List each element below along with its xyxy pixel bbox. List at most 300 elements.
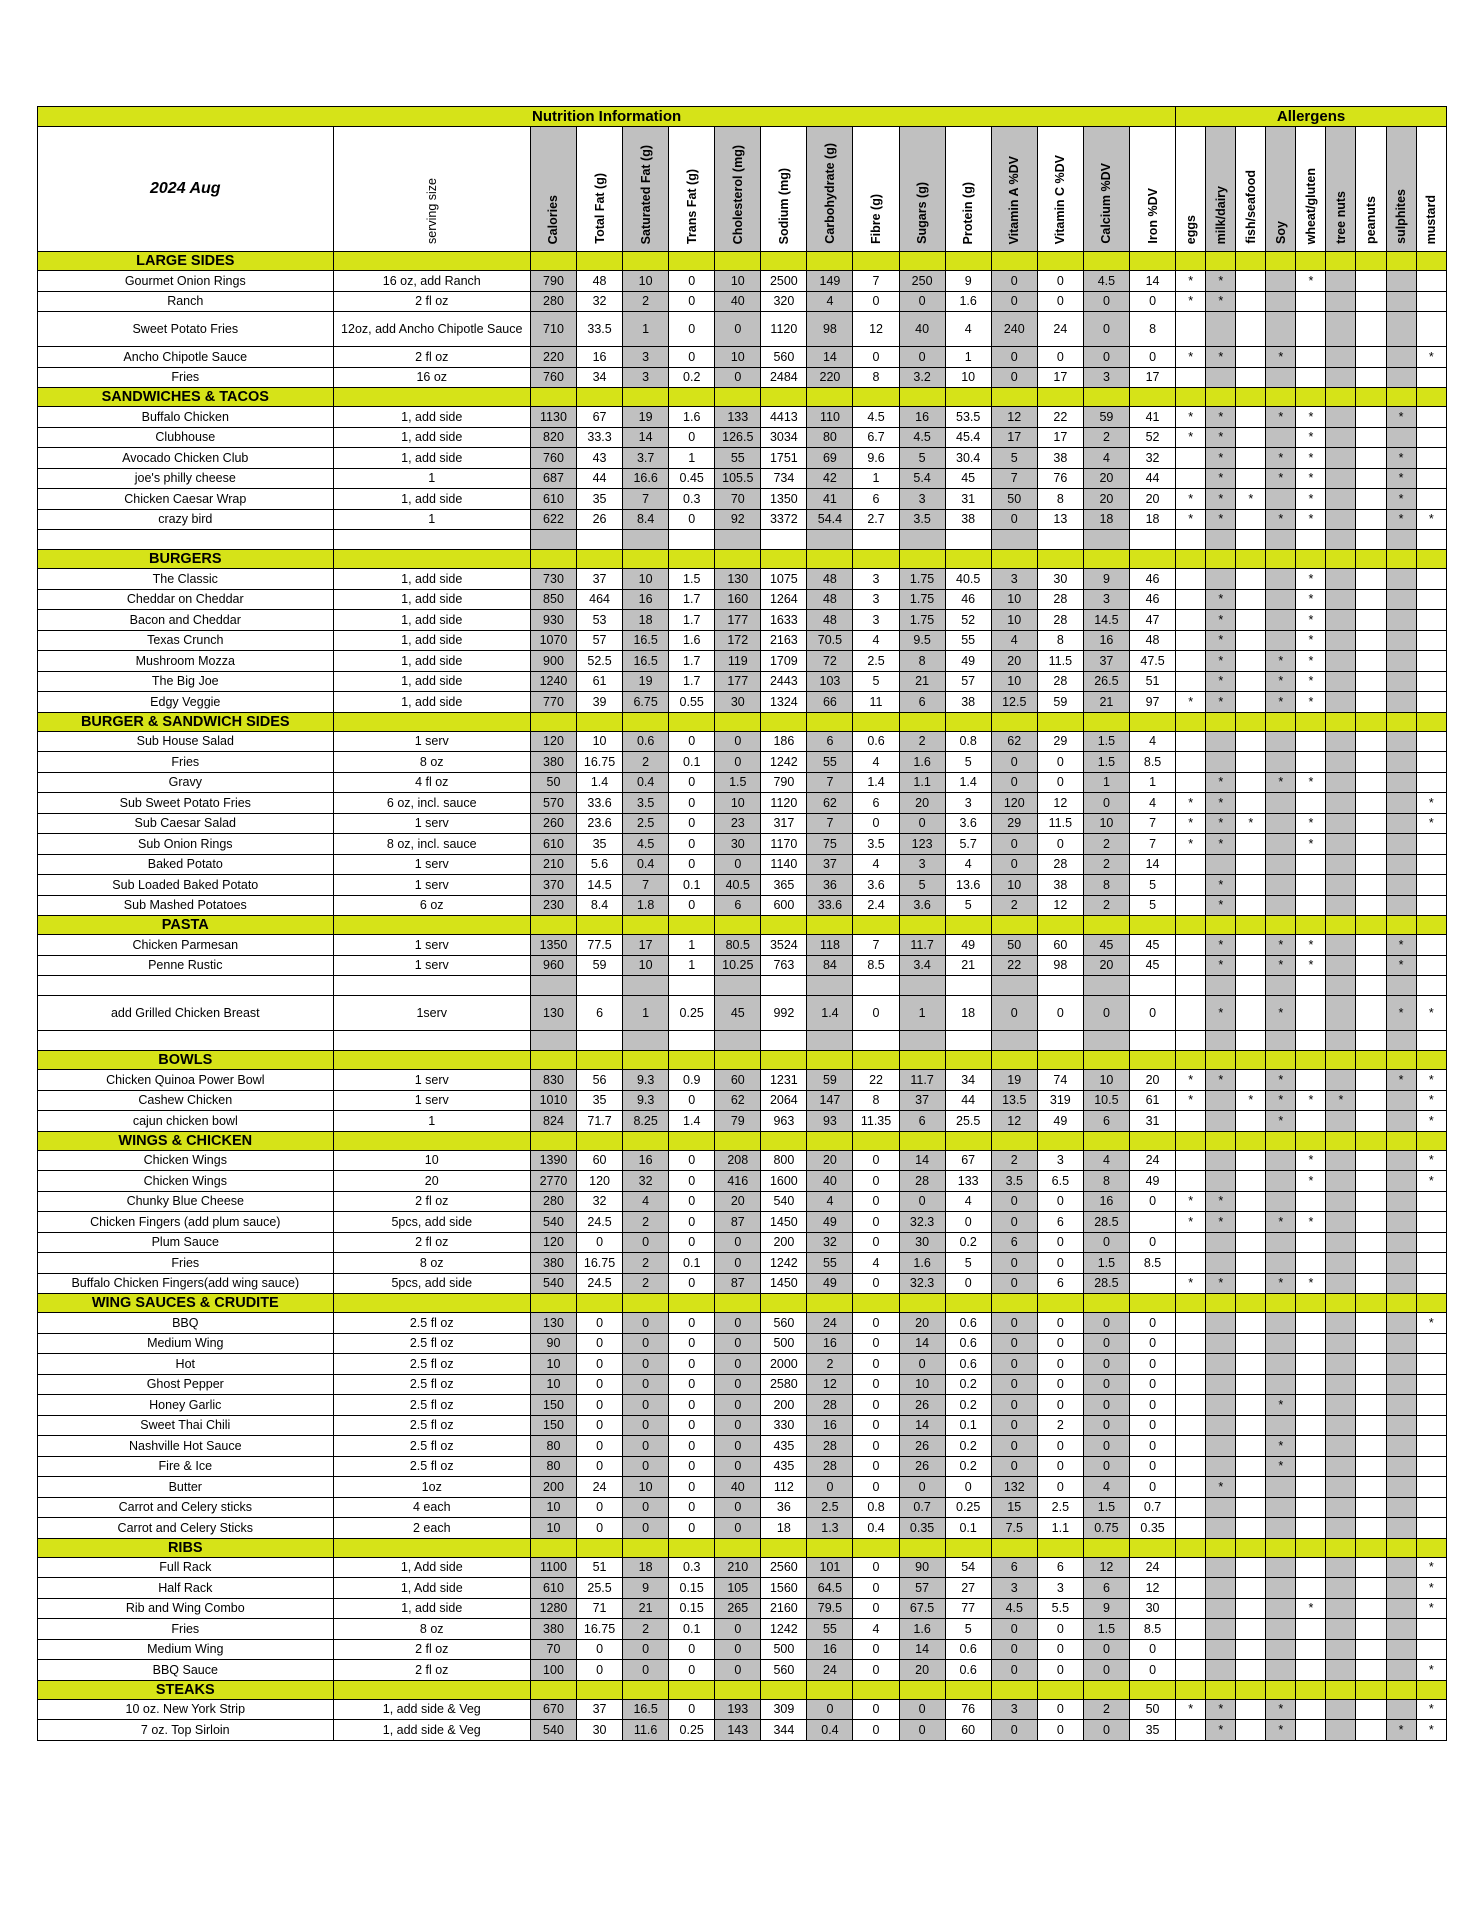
nutrient-value: 52 bbox=[945, 610, 991, 631]
nutrient-value: 734 bbox=[761, 468, 807, 489]
table-row bbox=[38, 468, 1447, 489]
section-filler bbox=[623, 916, 669, 935]
nutrient-value: 4 bbox=[945, 854, 991, 875]
allergen-mark bbox=[1176, 854, 1206, 875]
section-filler bbox=[1386, 916, 1416, 935]
nutrient-value: 18 bbox=[761, 1518, 807, 1539]
nutrient-value: 14 bbox=[623, 427, 669, 448]
nutrient-value: 1751 bbox=[761, 448, 807, 469]
table-row bbox=[38, 793, 1447, 814]
allergen-mark bbox=[1206, 1456, 1236, 1477]
nutrient-value: 3.6 bbox=[853, 875, 899, 896]
nutrient-value: 20 bbox=[1083, 489, 1129, 510]
nutrient-value: 28 bbox=[1037, 610, 1083, 631]
allergen-mark bbox=[1386, 895, 1416, 916]
section-filler bbox=[761, 550, 807, 569]
section-filler bbox=[761, 712, 807, 731]
table-row bbox=[38, 367, 1447, 388]
allergen-mark bbox=[1356, 1150, 1386, 1171]
allergen-mark bbox=[1236, 1578, 1266, 1599]
nutrient-value: 9 bbox=[945, 271, 991, 292]
allergen-mark bbox=[1326, 291, 1356, 312]
allergen-mark bbox=[1206, 1619, 1236, 1640]
allergen-mark: * bbox=[1206, 1273, 1236, 1294]
nutrient-value: 0 bbox=[1129, 1456, 1175, 1477]
allergen-mark: * bbox=[1266, 692, 1296, 713]
nutrient-value: 0.25 bbox=[945, 1497, 991, 1518]
nutrient-value: 18 bbox=[1083, 509, 1129, 530]
allergen-mark bbox=[1206, 1313, 1236, 1334]
allergen-mark bbox=[1326, 1415, 1356, 1436]
section-filler bbox=[1416, 1131, 1446, 1150]
allergen-mark bbox=[1236, 793, 1266, 814]
nutrient-value: 0 bbox=[1037, 1436, 1083, 1457]
allergen-mark bbox=[1326, 1354, 1356, 1375]
allergen-mark bbox=[1266, 1191, 1296, 1212]
nutrient-value: 1.6 bbox=[669, 407, 715, 428]
allergen-mark bbox=[1236, 1070, 1266, 1091]
serving-size-header bbox=[333, 127, 530, 252]
nutrient-value: 103 bbox=[807, 671, 853, 692]
allergen-mark: * bbox=[1296, 407, 1326, 428]
nutrient-value: 0 bbox=[1129, 1660, 1175, 1681]
nutrient-value: 12 bbox=[1129, 1578, 1175, 1599]
section-filler bbox=[669, 1294, 715, 1313]
item-name: Fire & Ice bbox=[38, 1456, 334, 1477]
allergen-mark: * bbox=[1296, 813, 1326, 834]
nutrient-value: 35 bbox=[1129, 1720, 1175, 1741]
nutrient-value: 30 bbox=[1037, 569, 1083, 590]
nutrient-header-label: Saturated Fat (g) bbox=[638, 144, 653, 244]
empty-cell bbox=[899, 976, 945, 996]
allergen-mark bbox=[1176, 1477, 1206, 1498]
nutrient-value: 3 bbox=[853, 610, 899, 631]
allergen-mark bbox=[1356, 1518, 1386, 1539]
empty-cell bbox=[1206, 976, 1236, 996]
empty-cell bbox=[623, 976, 669, 996]
nutrient-value: 0 bbox=[669, 772, 715, 793]
section-title: PASTA bbox=[38, 916, 334, 935]
nutrient-value: 3.5 bbox=[991, 1171, 1037, 1192]
table-row bbox=[38, 1639, 1447, 1660]
nutrient-value: 0.6 bbox=[853, 731, 899, 752]
nutrient-value: 5 bbox=[1129, 895, 1175, 916]
allergen-mark bbox=[1386, 1374, 1416, 1395]
nutrient-value: 8.5 bbox=[853, 955, 899, 976]
allergen-mark bbox=[1266, 813, 1296, 834]
allergen-mark bbox=[1176, 1456, 1206, 1477]
nutrient-value: 14.5 bbox=[577, 875, 623, 896]
serving-size: 16 oz, add Ranch bbox=[333, 271, 530, 292]
nutrient-value: 1.5 bbox=[1083, 731, 1129, 752]
allergen-mark bbox=[1356, 1456, 1386, 1477]
nutrient-value: 4 bbox=[623, 1191, 669, 1212]
allergen-mark: * bbox=[1296, 1212, 1326, 1233]
allergen-mark bbox=[1296, 1720, 1326, 1741]
serving-size: 12oz, add Ancho Chipotle Sauce bbox=[333, 312, 530, 347]
table-row bbox=[38, 651, 1447, 672]
nutrient-value: 47 bbox=[1129, 610, 1175, 631]
nutrient-value: 0 bbox=[669, 347, 715, 368]
empty-cell bbox=[807, 1031, 853, 1051]
nutrient-value: 55 bbox=[945, 630, 991, 651]
allergen-mark bbox=[1416, 772, 1446, 793]
nutrient-header-cell bbox=[1083, 127, 1129, 252]
table-row bbox=[38, 347, 1447, 368]
serving-size: 2.5 fl oz bbox=[333, 1354, 530, 1375]
section-filler bbox=[807, 252, 853, 271]
nutrient-value: 35 bbox=[577, 489, 623, 510]
table-row bbox=[38, 610, 1447, 631]
item-name: joe's philly cheese bbox=[38, 468, 334, 489]
allergen-mark bbox=[1236, 1497, 1266, 1518]
nutrient-value: 45 bbox=[945, 468, 991, 489]
blank-row bbox=[38, 1031, 1447, 1051]
nutrient-value: 0 bbox=[1037, 1477, 1083, 1498]
nutrient-value: 57 bbox=[899, 1578, 945, 1599]
nutrient-value: 6 bbox=[853, 489, 899, 510]
nutrient-value: 5 bbox=[899, 448, 945, 469]
nutrient-value: 2 bbox=[623, 752, 669, 773]
allergen-mark bbox=[1176, 1619, 1206, 1640]
allergen-mark bbox=[1356, 427, 1386, 448]
nutrient-value: 79 bbox=[715, 1111, 761, 1132]
nutrient-value: 0 bbox=[623, 1354, 669, 1375]
section-filler bbox=[807, 1051, 853, 1070]
allergen-mark bbox=[1356, 1436, 1386, 1457]
section-title: RIBS bbox=[38, 1538, 334, 1557]
allergen-mark bbox=[1356, 671, 1386, 692]
nutrient-value: 0 bbox=[715, 1253, 761, 1274]
allergen-mark bbox=[1416, 1374, 1446, 1395]
empty-cell bbox=[991, 1031, 1037, 1051]
allergen-mark bbox=[1296, 367, 1326, 388]
allergen-mark bbox=[1356, 630, 1386, 651]
table-row bbox=[38, 1313, 1447, 1334]
item-name: Cashew Chicken bbox=[38, 1090, 334, 1111]
section-filler bbox=[1083, 550, 1129, 569]
allergen-mark bbox=[1386, 1436, 1416, 1457]
allergen-mark: * bbox=[1266, 651, 1296, 672]
allergen-mark: * bbox=[1386, 996, 1416, 1031]
nutrient-value: 10 bbox=[991, 589, 1037, 610]
section-title: LARGE SIDES bbox=[38, 252, 334, 271]
allergen-mark bbox=[1416, 1477, 1446, 1498]
nutrient-value: 28 bbox=[1037, 589, 1083, 610]
allergen-mark: * bbox=[1296, 610, 1326, 631]
section-filler bbox=[333, 712, 530, 731]
nutrient-value: 16.5 bbox=[623, 651, 669, 672]
section-filler bbox=[1386, 1294, 1416, 1313]
allergen-mark bbox=[1176, 1333, 1206, 1354]
allergen-mark bbox=[1176, 752, 1206, 773]
nutrient-value: 0 bbox=[1037, 1660, 1083, 1681]
nutrient-value: 0 bbox=[669, 1333, 715, 1354]
section-filler bbox=[899, 550, 945, 569]
section-filler bbox=[333, 916, 530, 935]
allergen-mark bbox=[1296, 1436, 1326, 1457]
serving-size: 1 serv bbox=[333, 813, 530, 834]
item-name: Sub Sweet Potato Fries bbox=[38, 793, 334, 814]
allergen-mark bbox=[1266, 312, 1296, 347]
nutrient-value: 0 bbox=[899, 347, 945, 368]
allergen-mark bbox=[1416, 935, 1446, 956]
nutrient-value: 0 bbox=[623, 1660, 669, 1681]
nutrient-value: 123 bbox=[899, 834, 945, 855]
nutrient-value: 12 bbox=[807, 1374, 853, 1395]
allergen-mark bbox=[1356, 589, 1386, 610]
allergen-mark: * bbox=[1176, 509, 1206, 530]
nutrient-value: 14 bbox=[899, 1639, 945, 1660]
section-filler bbox=[669, 550, 715, 569]
table-row bbox=[38, 589, 1447, 610]
nutrient-value: 0 bbox=[715, 1639, 761, 1660]
nutrient-value: 32 bbox=[807, 1232, 853, 1253]
nutrient-value: 26 bbox=[899, 1456, 945, 1477]
nutrient-value: 0 bbox=[1037, 1354, 1083, 1375]
nutrient-value: 0 bbox=[1083, 347, 1129, 368]
section-filler bbox=[853, 712, 899, 731]
allergen-mark: * bbox=[1386, 1070, 1416, 1091]
nutrient-value: 8 bbox=[1037, 630, 1083, 651]
nutrient-value: 2163 bbox=[761, 630, 807, 651]
empty-cell bbox=[1083, 1031, 1129, 1051]
section-filler bbox=[1129, 252, 1175, 271]
nutrient-value: 22 bbox=[991, 955, 1037, 976]
nutrient-value: 0.6 bbox=[945, 1660, 991, 1681]
allergen-mark bbox=[1236, 569, 1266, 590]
allergen-mark bbox=[1206, 1395, 1236, 1416]
allergen-mark bbox=[1176, 671, 1206, 692]
allergen-mark: * bbox=[1176, 291, 1206, 312]
nutrient-value: 37 bbox=[577, 1699, 623, 1720]
nutrient-value: 72 bbox=[807, 651, 853, 672]
nutrient-value: 8 bbox=[899, 651, 945, 672]
nutrient-value: 0 bbox=[1037, 291, 1083, 312]
section-filler bbox=[853, 1051, 899, 1070]
allergen-mark: * bbox=[1206, 834, 1236, 855]
allergen-mark bbox=[1176, 1150, 1206, 1171]
section-filler bbox=[991, 1538, 1037, 1557]
nutrient-value: 0 bbox=[1129, 1477, 1175, 1498]
allergen-mark bbox=[1356, 1578, 1386, 1599]
allergen-mark bbox=[1386, 1395, 1416, 1416]
nutrient-value: 37 bbox=[807, 854, 853, 875]
nutrient-value: 48 bbox=[807, 569, 853, 590]
allergen-mark bbox=[1296, 793, 1326, 814]
allergen-mark bbox=[1296, 1619, 1326, 1640]
empty-cell bbox=[1386, 976, 1416, 996]
allergen-mark bbox=[1326, 1313, 1356, 1334]
allergen-mark bbox=[1176, 569, 1206, 590]
nutrient-value: 20 bbox=[991, 651, 1037, 672]
section-filler bbox=[1037, 712, 1083, 731]
nutrient-header-label: Calories bbox=[546, 194, 561, 244]
allergen-mark: * bbox=[1416, 1578, 1446, 1599]
allergen-mark bbox=[1326, 1619, 1356, 1640]
nutrient-value: 0 bbox=[1083, 1333, 1129, 1354]
section-filler bbox=[1356, 1538, 1386, 1557]
allergen-mark bbox=[1206, 1253, 1236, 1274]
nutrient-value: 23.6 bbox=[577, 813, 623, 834]
nutrient-value: 0 bbox=[1037, 1619, 1083, 1640]
nutrient-value: 265 bbox=[715, 1598, 761, 1619]
nutrient-value: 0 bbox=[853, 1232, 899, 1253]
nutrient-value: 500 bbox=[761, 1639, 807, 1660]
nutrient-value: 3 bbox=[991, 569, 1037, 590]
nutrient-value: 200 bbox=[530, 1477, 576, 1498]
allergen-mark bbox=[1356, 312, 1386, 347]
section-filler bbox=[577, 252, 623, 271]
nutrient-value: 3 bbox=[991, 1699, 1037, 1720]
nutrient-value: 59 bbox=[1083, 407, 1129, 428]
empty-cell bbox=[1236, 530, 1266, 550]
allergen-mark bbox=[1326, 271, 1356, 292]
allergen-mark bbox=[1236, 407, 1266, 428]
section-filler bbox=[530, 1131, 576, 1150]
nutrient-value: 48 bbox=[577, 271, 623, 292]
nutrient-value: 38 bbox=[1037, 875, 1083, 896]
nutrient-value: 3.6 bbox=[899, 895, 945, 916]
allergen-mark bbox=[1206, 1171, 1236, 1192]
section-filler bbox=[1266, 252, 1296, 271]
allergen-mark bbox=[1206, 1436, 1236, 1457]
section-filler bbox=[853, 1294, 899, 1313]
serving-size: 1 serv bbox=[333, 854, 530, 875]
allergen-mark: * bbox=[1296, 772, 1326, 793]
allergen-mark bbox=[1206, 1090, 1236, 1111]
nutrient-value: 0.75 bbox=[1083, 1518, 1129, 1539]
allergen-mark bbox=[1266, 834, 1296, 855]
nutrient-value: 0 bbox=[1037, 834, 1083, 855]
allergen-mark bbox=[1356, 509, 1386, 530]
section-filler bbox=[530, 550, 576, 569]
item-name: Ghost Pepper bbox=[38, 1374, 334, 1395]
nutrient-value: 540 bbox=[761, 1191, 807, 1212]
nutrient-value: 1242 bbox=[761, 752, 807, 773]
section-filler bbox=[715, 1294, 761, 1313]
nutrient-value: 0 bbox=[991, 834, 1037, 855]
section-filler bbox=[1083, 1538, 1129, 1557]
nutrient-value: 7 bbox=[623, 875, 669, 896]
nutrient-value: 0 bbox=[899, 1477, 945, 1498]
nutrient-value: 0.15 bbox=[669, 1598, 715, 1619]
nutrient-value: 30 bbox=[715, 834, 761, 855]
serving-size: 8 oz bbox=[333, 1253, 530, 1274]
nutrient-value: 1.6 bbox=[899, 1253, 945, 1274]
section-filler bbox=[530, 1538, 576, 1557]
nutrient-value: 11 bbox=[853, 692, 899, 713]
nutrient-value: 0 bbox=[853, 1395, 899, 1416]
empty-cell bbox=[1296, 530, 1326, 550]
allergen-mark bbox=[1236, 347, 1266, 368]
nutrient-value: 4 bbox=[1129, 731, 1175, 752]
nutrient-value: 0 bbox=[669, 1232, 715, 1253]
nutrient-value: 22 bbox=[1037, 407, 1083, 428]
nutrient-value: 416 bbox=[715, 1171, 761, 1192]
nutrient-value: 77 bbox=[945, 1598, 991, 1619]
serving-size: 5pcs, add side bbox=[333, 1273, 530, 1294]
section-filler bbox=[807, 1131, 853, 1150]
nutrient-value: 1.6 bbox=[899, 1619, 945, 1640]
nutrient-value: 1600 bbox=[761, 1171, 807, 1192]
nutrient-header-label: Sodium (mg) bbox=[776, 167, 791, 244]
allergen-mark bbox=[1386, 427, 1416, 448]
item-name: Half Rack bbox=[38, 1578, 334, 1599]
nutrient-value: 57 bbox=[945, 671, 991, 692]
nutrient-value: 30.4 bbox=[945, 448, 991, 469]
section-filler bbox=[1386, 388, 1416, 407]
nutrient-value: 687 bbox=[530, 468, 576, 489]
allergen-mark bbox=[1236, 367, 1266, 388]
allergen-mark bbox=[1326, 955, 1356, 976]
nutrient-value: 3.6 bbox=[945, 813, 991, 834]
nutrient-value: 5 bbox=[945, 895, 991, 916]
allergen-mark bbox=[1356, 610, 1386, 631]
section-filler bbox=[1176, 252, 1206, 271]
serving-size: 6 oz bbox=[333, 895, 530, 916]
nutrient-value: 54 bbox=[945, 1557, 991, 1578]
allergen-mark: * bbox=[1176, 1699, 1206, 1720]
nutrient-value: 1231 bbox=[761, 1070, 807, 1091]
section-filler bbox=[333, 252, 530, 271]
nutrient-value: 100 bbox=[530, 1660, 576, 1681]
nutrient-value: 0 bbox=[577, 1497, 623, 1518]
nutrient-value: 16 bbox=[807, 1639, 853, 1660]
nutrient-value: 763 bbox=[761, 955, 807, 976]
section-filler bbox=[991, 252, 1037, 271]
section-filler bbox=[715, 252, 761, 271]
allergen-mark: * bbox=[1176, 1070, 1206, 1091]
nutrient-value: 560 bbox=[761, 1313, 807, 1334]
section-filler bbox=[1296, 1051, 1326, 1070]
section-filler bbox=[1206, 252, 1236, 271]
allergen-mark bbox=[1176, 935, 1206, 956]
allergen-mark: * bbox=[1206, 1477, 1236, 1498]
allergen-mark: * bbox=[1296, 834, 1326, 855]
allergen-mark bbox=[1416, 1639, 1446, 1660]
nutrient-value: 0 bbox=[623, 1518, 669, 1539]
allergen-mark bbox=[1326, 1253, 1356, 1274]
section-filler bbox=[945, 550, 991, 569]
nutrient-value: 10 bbox=[991, 671, 1037, 692]
nutrient-value: 0 bbox=[991, 772, 1037, 793]
nutrient-value: 319 bbox=[1037, 1090, 1083, 1111]
allergen-mark bbox=[1266, 367, 1296, 388]
empty-cell bbox=[1266, 530, 1296, 550]
empty-cell bbox=[1083, 976, 1129, 996]
allergen-mark bbox=[1266, 589, 1296, 610]
empty-cell bbox=[38, 976, 334, 996]
allergen-mark bbox=[1356, 407, 1386, 428]
nutrient-value: 10 bbox=[577, 731, 623, 752]
nutrient-value: 61 bbox=[1129, 1090, 1175, 1111]
nutrient-value: 8.25 bbox=[623, 1111, 669, 1132]
table-row bbox=[38, 1415, 1447, 1436]
nutrient-value: 0.25 bbox=[669, 1720, 715, 1741]
section-filler bbox=[1296, 1294, 1326, 1313]
nutrient-value: 760 bbox=[530, 367, 576, 388]
nutrient-value: 1.5 bbox=[1083, 1497, 1129, 1518]
nutrient-value: 13.5 bbox=[991, 1090, 1037, 1111]
allergen-mark bbox=[1296, 1415, 1326, 1436]
nutrient-value: 44 bbox=[1129, 468, 1175, 489]
nutrient-value: 0 bbox=[669, 793, 715, 814]
section-filler bbox=[1129, 712, 1175, 731]
nutrient-value: 0 bbox=[715, 1456, 761, 1477]
section-filler bbox=[945, 1538, 991, 1557]
allergen-mark: * bbox=[1206, 955, 1236, 976]
